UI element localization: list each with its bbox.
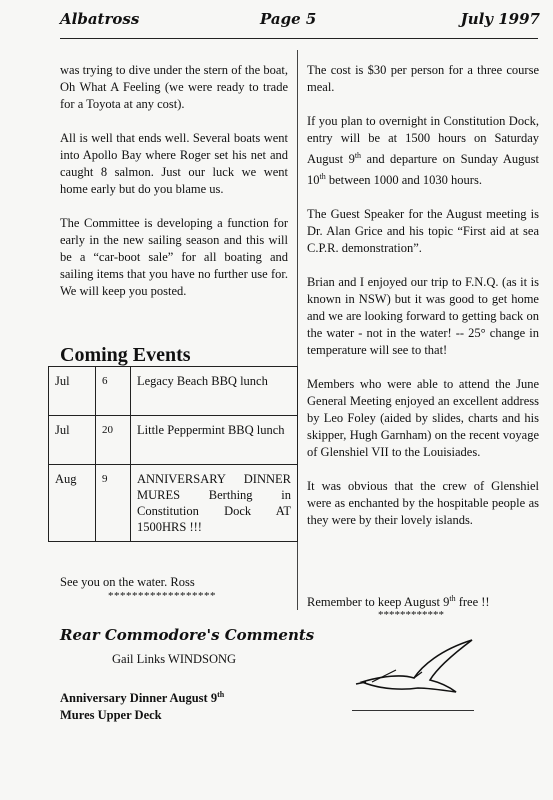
paragraph: The Guest Speaker for the August meeting is Dr. Alan Grice and his topic “First aid at sea C.P.R. demonstration”. (307, 207, 539, 256)
newsletter-name: Albatross (60, 10, 140, 28)
right-column (307, 62, 539, 546)
event-month: Aug (49, 465, 96, 542)
text: Remember to keep August 9 (307, 595, 450, 610)
left-column (60, 62, 288, 317)
paragraph: All is well that ends well. Several boats went into Apollo Bay where Roger set his net and caught 8 salmon. Just our luck we went home early but do you blame us. (60, 131, 288, 196)
albatross-icon (352, 636, 482, 706)
footer-rule (352, 710, 474, 711)
superscript: th (449, 594, 456, 603)
paragraph: It was obvious that the crew of Glenshiel were as enchanted by the hospitable people as they were by their lovely islands. (307, 479, 539, 528)
event-description: Legacy Beach BBQ lunch (131, 367, 298, 416)
table-row (49, 465, 298, 542)
text: between 1000 and 1030 hours. (325, 173, 482, 188)
anniversary-line-2: Mures Upper Deck (60, 708, 162, 723)
event-month: Jul (49, 416, 96, 465)
event-month: Jul (49, 367, 96, 416)
anniversary-line-1: Anniversary Dinner August 9 (60, 691, 218, 706)
separator-stars: ****************** (108, 590, 216, 602)
text: If you plan to overnight in Constitution Dock, entry will be at 1500 hours on Saturday August 9 (307, 114, 539, 167)
event-day: 9 (96, 465, 131, 542)
text: free !! (455, 595, 490, 610)
rear-commodore-heading: Rear Commodore's Comments (60, 626, 315, 644)
author-line: Gail Links WINDSONG (112, 652, 237, 666)
text: and departure on Sunday August 10 (307, 152, 539, 188)
anniversary-dinner-heading (60, 686, 224, 724)
paragraph: Brian and I enjoyed our trip to F.N.Q. (as it is known in NSW) but it was good to get home and we are looking forward to getting back on the water - not in the water! -- 25° change in temperature will see to that! (307, 275, 539, 358)
sign-off: See you on the water. Ross (60, 575, 195, 589)
table-row (49, 416, 298, 465)
paragraph: The Committee is developing a function for early in the new sailing season and this will be a “car-boot sale” for all boating and sailing items that you have no further use for. We will keep you posted. (60, 216, 288, 298)
superscript: th (217, 690, 225, 699)
header-rule (60, 38, 538, 39)
coming-events-table (48, 366, 298, 542)
table-row (49, 367, 298, 416)
superscript: th (354, 151, 362, 160)
remember-note (307, 594, 490, 610)
superscript: th (319, 172, 326, 182)
separator-stars: ************ (378, 609, 444, 621)
event-day: 20 (96, 416, 131, 465)
paragraph: The cost is $30 per person for a three course meal. (307, 63, 539, 94)
issue-date: July 1997 (460, 10, 540, 28)
coming-events-heading: Coming Events (60, 344, 191, 366)
event-description: Little Peppermint BBQ lunch (131, 416, 298, 465)
paragraph (307, 113, 539, 189)
event-description: ANNIVERSARY DINNER MURES Berthing in Constitution Dock AT 1500HRS !!! (131, 465, 298, 542)
page-number: Page 5 (260, 10, 317, 28)
page-header (60, 4, 540, 32)
event-day: 6 (96, 367, 131, 416)
paragraph: Members who were able to attend the June General Meeting enjoyed an excellent address by Leo Foley (aided by slides, charts and his skipper, Hugh Garnham) on the recent voyage of Glenshiel VII to the Louisiades. (307, 377, 539, 460)
paragraph: was trying to dive under the stern of the boat, Oh What A Feeling (we were ready to trade for a Toyota at any cost). (60, 63, 288, 111)
